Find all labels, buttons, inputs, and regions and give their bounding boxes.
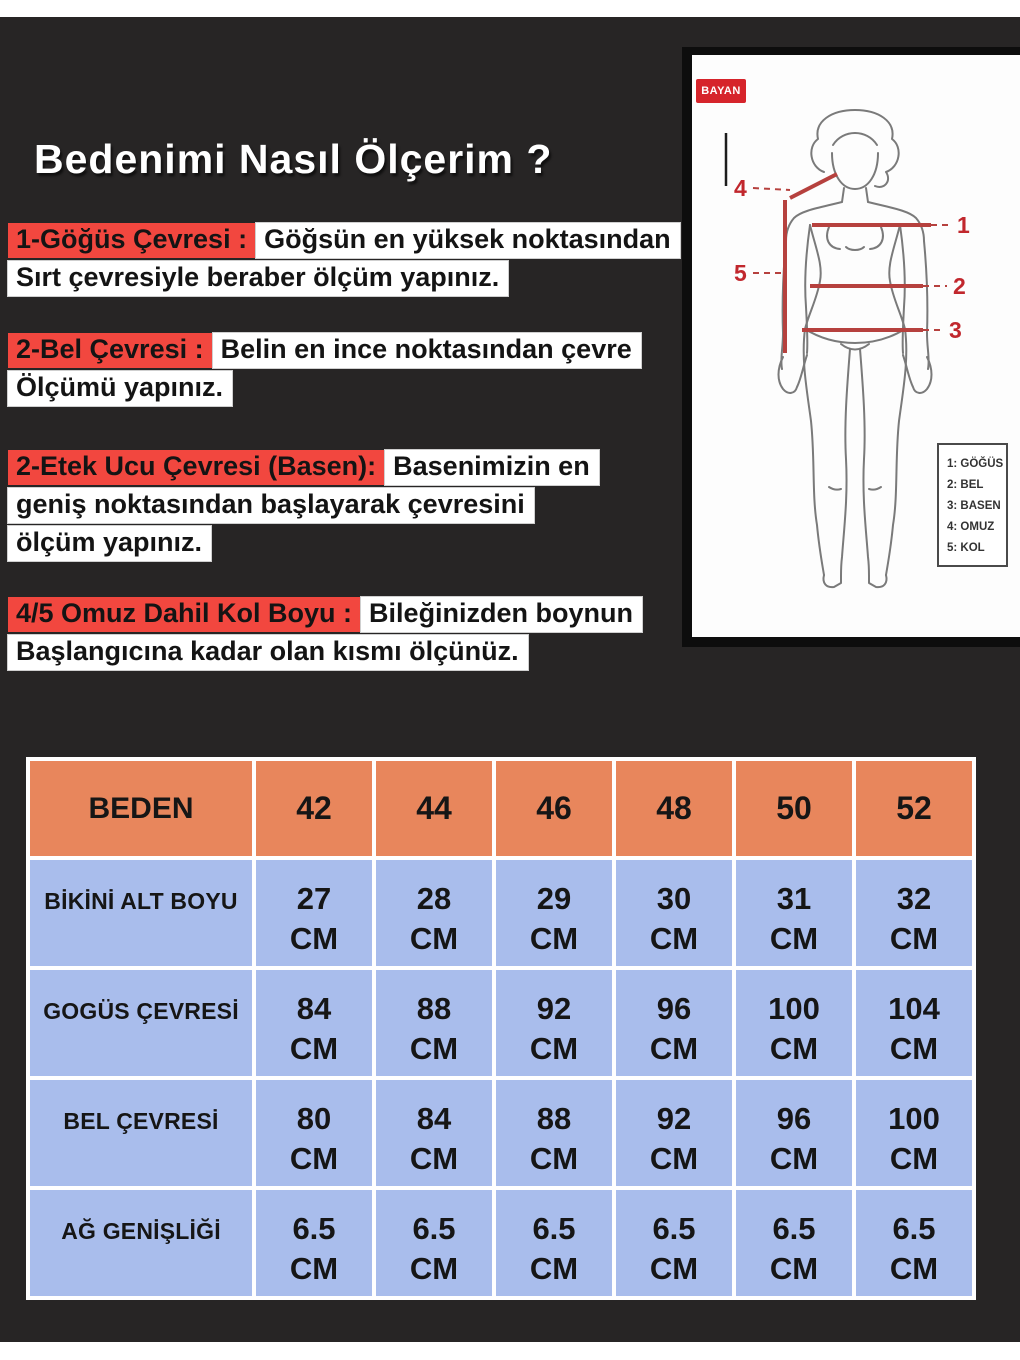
- mark-arm: 5: [734, 260, 747, 286]
- value-unit: CM: [529, 1141, 579, 1176]
- value-unit: CM: [769, 1141, 819, 1176]
- value-number: 92: [656, 1101, 692, 1136]
- value-number: 100: [768, 991, 820, 1026]
- instruction-hip: [8, 450, 599, 564]
- value-number: 6.5: [292, 1211, 336, 1246]
- instruction-arm-text-1: Bileğinizden boynun: [361, 597, 642, 632]
- value-unit: CM: [769, 1031, 819, 1066]
- row-label-ag-genisligi: AĞ GENİŞLİĞİ: [30, 1190, 252, 1296]
- cell-value: [736, 1080, 852, 1186]
- value-number: 96: [776, 1101, 812, 1136]
- size-col-header-46: 46: [496, 761, 612, 856]
- cell-value: [256, 860, 372, 966]
- value-unit: CM: [649, 1031, 699, 1066]
- instruction-line: [8, 488, 599, 523]
- instruction-line: [8, 526, 599, 561]
- legend-item-omuz: 4: OMUZ: [947, 521, 995, 533]
- value-number: 6.5: [892, 1211, 936, 1246]
- legend-item-basen: 3: BASEN: [947, 500, 1001, 512]
- cell-value: [496, 970, 612, 1076]
- mark-waist: 2: [953, 273, 966, 299]
- value-number: 31: [776, 881, 812, 916]
- bottom-white-margin: [0, 1342, 1020, 1360]
- cell-value: [256, 1080, 372, 1186]
- value-number: 80: [296, 1101, 332, 1136]
- instruction-line: [8, 333, 641, 368]
- value-unit: CM: [409, 1031, 459, 1066]
- instruction-line: [8, 371, 641, 406]
- value-unit: CM: [769, 921, 819, 956]
- value-unit: CM: [409, 921, 459, 956]
- value-number: 88: [536, 1101, 572, 1136]
- value-unit: CM: [409, 1141, 459, 1176]
- mark-chest: 1: [957, 212, 970, 238]
- mark-hip: 3: [949, 317, 962, 343]
- value-number: 27: [296, 881, 332, 916]
- value-number: 6.5: [412, 1211, 456, 1246]
- instruction-line: [8, 450, 599, 485]
- value-unit: CM: [649, 1141, 699, 1176]
- row-label-gogus-cevresi: GOGÜS ÇEVRESİ: [30, 970, 252, 1076]
- value-number: 6.5: [772, 1211, 816, 1246]
- cell-value: [856, 1080, 972, 1186]
- cell-value: [376, 860, 492, 966]
- value-number: 92: [536, 991, 572, 1026]
- instruction-chest-heading: 1-Göğüs Çevresi :: [8, 223, 256, 258]
- instruction-waist: [8, 333, 641, 409]
- value-number: 29: [536, 881, 572, 916]
- size-table-header-beden: BEDEN: [30, 761, 252, 856]
- instruction-arm-heading: 4/5 Omuz Dahil Kol Boyu :: [8, 597, 361, 632]
- instruction-arm: [8, 597, 642, 673]
- cell-value: [736, 970, 852, 1076]
- value-number: 32: [896, 881, 932, 916]
- value-unit: CM: [289, 1251, 339, 1286]
- instruction-waist-text-2: Ölçümü yapınız.: [8, 371, 232, 406]
- instruction-hip-text-3: ölçüm yapınız.: [8, 526, 211, 561]
- cell-value: [376, 1080, 492, 1186]
- value-unit: CM: [889, 1251, 939, 1286]
- instruction-chest-text-1: Göğsün en yüksek noktasından: [256, 223, 680, 258]
- measure-numbers: [734, 175, 970, 343]
- value-unit: CM: [289, 921, 339, 956]
- legend-item-bel: 2: BEL: [947, 479, 984, 491]
- cell-value: [616, 860, 732, 966]
- value-number: 84: [416, 1101, 452, 1136]
- measurement-legend: [937, 443, 1008, 567]
- body-outline: [779, 110, 932, 587]
- cell-value: [376, 970, 492, 1076]
- instruction-line: [8, 597, 642, 632]
- value-unit: CM: [649, 1251, 699, 1286]
- value-unit: CM: [289, 1141, 339, 1176]
- value-unit: CM: [889, 1141, 939, 1176]
- instruction-line: [8, 223, 680, 258]
- cell-value: [736, 1190, 852, 1296]
- instruction-line: [8, 261, 680, 296]
- value-number: 84: [296, 991, 332, 1026]
- cell-value: [496, 1080, 612, 1186]
- cell-value: [616, 970, 732, 1076]
- instruction-arm-text-2: Başlangıcına kadar olan kısmı ölçünüz.: [8, 635, 528, 670]
- cell-value: [736, 860, 852, 966]
- cell-value: [256, 970, 372, 1076]
- cell-value: [496, 860, 612, 966]
- measure-line-arm: [753, 200, 785, 353]
- instruction-waist-text-1: Belin en ince noktasından çevre: [213, 333, 641, 368]
- row-label-bikini-alt-boyu: BİKİNİ ALT BOYU: [30, 860, 252, 966]
- instruction-hip-text-1: Basenimizin en: [385, 450, 599, 485]
- value-number: 96: [656, 991, 692, 1026]
- value-unit: CM: [889, 1031, 939, 1066]
- size-col-header-48: 48: [616, 761, 732, 856]
- instruction-waist-heading: 2-Bel Çevresi :: [8, 333, 213, 368]
- cell-value: [616, 1080, 732, 1186]
- cell-value: [856, 1190, 972, 1296]
- legend-item-gogus: 1: GÖĞÜS: [947, 458, 1004, 470]
- cell-value: [856, 970, 972, 1076]
- size-table: [26, 757, 976, 1300]
- instruction-line: [8, 635, 642, 670]
- instruction-chest-text-2: Sırt çevresiyle beraber ölçüm yapınız.: [8, 261, 508, 296]
- cell-value: [376, 1190, 492, 1296]
- size-col-header-52: 52: [856, 761, 972, 856]
- value-unit: CM: [769, 1251, 819, 1286]
- row-label-bel-cevresi: BEL ÇEVRESİ: [30, 1080, 252, 1186]
- cell-value: [616, 1190, 732, 1296]
- value-number: 88: [416, 991, 452, 1026]
- value-unit: CM: [529, 921, 579, 956]
- value-number: 6.5: [652, 1211, 696, 1246]
- size-col-header-44: 44: [376, 761, 492, 856]
- cell-value: [856, 860, 972, 966]
- diagram-background: [692, 55, 1020, 637]
- size-col-header-42: 42: [256, 761, 372, 856]
- size-col-header-50: 50: [736, 761, 852, 856]
- instruction-chest: [8, 223, 680, 299]
- value-number: 28: [416, 881, 452, 916]
- cell-value: [256, 1190, 372, 1296]
- gender-badge: BAYAN: [696, 79, 746, 103]
- value-unit: CM: [889, 921, 939, 956]
- legend-item-kol: 5: KOL: [947, 542, 985, 554]
- page-title: Bedenimi Nasıl Ölçerim ?: [34, 136, 553, 182]
- mark-shoulder: 4: [734, 175, 747, 201]
- value-number: 104: [888, 991, 940, 1026]
- instruction-hip-heading: 2-Etek Ucu Çevresi (Basen):: [8, 450, 385, 485]
- instruction-hip-text-2: geniş noktasından başlayarak çevresini: [8, 488, 534, 523]
- measurement-diagram-panel: [682, 47, 1020, 647]
- value-unit: CM: [289, 1031, 339, 1066]
- value-number: 6.5: [532, 1211, 576, 1246]
- value-number: 100: [888, 1101, 940, 1136]
- value-unit: CM: [529, 1031, 579, 1066]
- cell-value: [496, 1190, 612, 1296]
- value-number: 30: [656, 881, 692, 916]
- measure-line-shoulder: [753, 174, 837, 198]
- value-unit: CM: [409, 1251, 459, 1286]
- top-white-margin: [0, 0, 1020, 17]
- value-unit: CM: [649, 921, 699, 956]
- value-unit: CM: [529, 1251, 579, 1286]
